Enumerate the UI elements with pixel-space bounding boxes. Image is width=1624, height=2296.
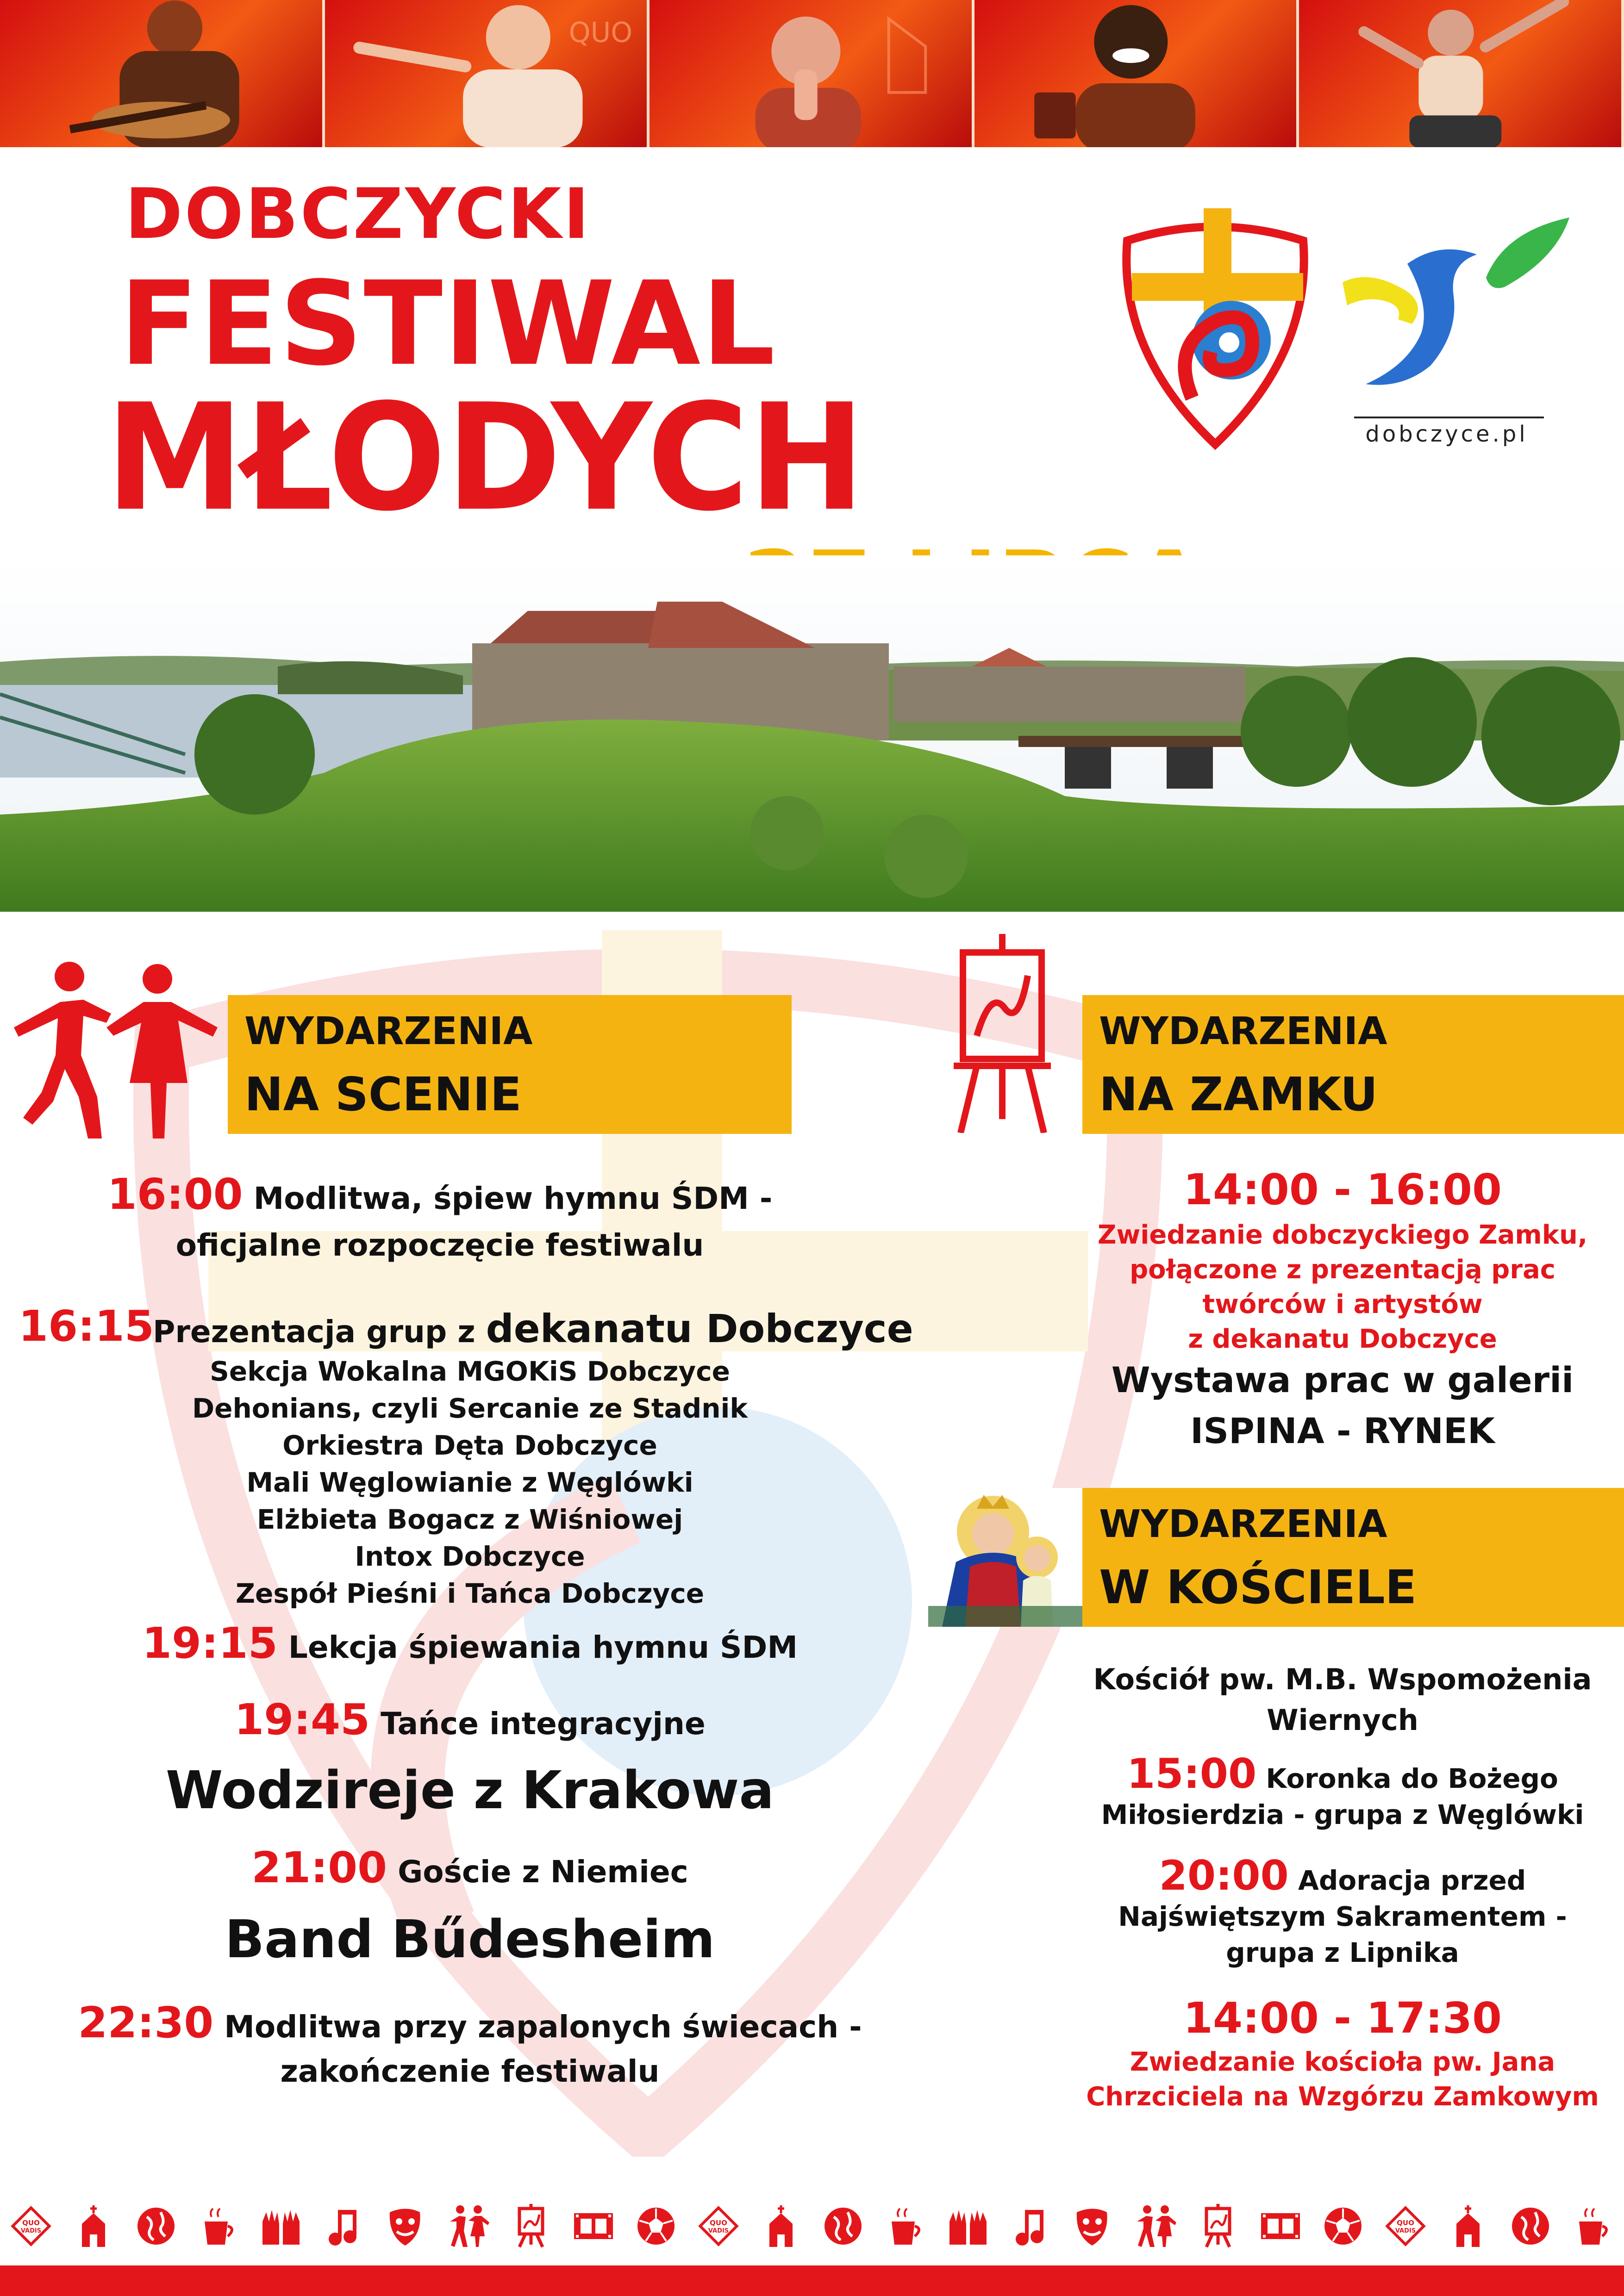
top-photo-strip: [0, 0, 1624, 147]
sdm-logo-icon: [1113, 204, 1317, 454]
group-item: Orkiestra Dęta Dobczyce: [282, 1430, 657, 1461]
svg-text:QUO: QUO: [568, 17, 632, 49]
castle-event-line: połączone z prezentacją prac: [1130, 1255, 1555, 1285]
dancers-icon: [445, 2203, 492, 2249]
event-text: Modlitwa, śpiew hymnu ŚDM -: [253, 1181, 773, 1216]
title-line-3: MŁODYCH: [106, 372, 865, 544]
event-2100: [46, 1844, 893, 1891]
event-1915: [46, 1620, 893, 1667]
castle-event-line: Zwiedzanie dobczyckiego Zamku,: [1097, 1220, 1588, 1250]
section-banner-church: [1082, 1488, 1624, 1627]
theater-masks-icon: [1070, 2203, 1116, 2249]
logo-divider: [1354, 417, 1544, 418]
banner-castle-line1: WYDARZENIA: [1099, 1009, 1387, 1053]
event-time: 22:30: [78, 1998, 214, 2047]
photo-guitarist: [0, 0, 325, 147]
football-icon: [633, 2203, 679, 2249]
event-1945: [46, 1696, 893, 1743]
group-item: Zespół Pieśni i Tańca Dobczyce: [235, 1578, 705, 1609]
globe-icon: [820, 2203, 866, 2249]
gallery-venue: ISPINA - RYNEK: [1190, 1410, 1495, 1451]
coffee-cup-icon: [195, 2203, 242, 2249]
event-1615: [153, 1307, 913, 1350]
music-note-icon: [1007, 2203, 1054, 2249]
event-highlight: dekanatu Dobczyce: [486, 1306, 913, 1351]
section-banner-castle: [1082, 995, 1624, 1134]
church-event-1500-continued: Miłosierdzia - grupa z Węglówki: [1101, 1799, 1584, 1830]
gallery-exhibition: Wystawa prac w galerii: [1111, 1359, 1574, 1400]
event-2230: [46, 1999, 893, 2046]
photo-girl-jumping: [1299, 0, 1624, 147]
group-item: Sekcja Wokalna MGOKiS Dobczyce: [210, 1356, 730, 1387]
easel-icon: [949, 934, 1056, 1133]
easel-icon: [1195, 2203, 1241, 2249]
castle-event-time: 14:00 - 16:00: [1183, 1165, 1502, 1214]
event-time: 16:00: [107, 1170, 243, 1219]
bottom-red-bar: [0, 2265, 1624, 2296]
castle-event-line: twórców i artystów: [1202, 1289, 1483, 1319]
madonna-image-icon: [928, 1488, 1082, 1627]
quo-vadis-badge-icon: [1382, 2203, 1429, 2249]
banner-church-line1: WYDARZENIA: [1099, 1502, 1387, 1546]
event-text: Koronka do Bożego: [1266, 1763, 1558, 1794]
title-line-1: DOBCZYCKI: [125, 174, 591, 255]
photo-girl-singing: [325, 0, 650, 147]
bottom-icon-row: [0, 2196, 1624, 2256]
banner-church-line2: W KOŚCIELE: [1099, 1560, 1417, 1614]
event-text: Goście z Niemiec: [398, 1854, 688, 1890]
event-text: Modlitwa przy zapalonych świecach -: [224, 2009, 862, 2045]
svg-text:VADIS: VADIS: [708, 2228, 729, 2234]
svg-text:VADIS: VADIS: [21, 2228, 42, 2234]
event-2230-continued: zakończenie festiwalu: [280, 2053, 660, 2089]
section-banner-scene: [228, 995, 792, 1134]
title-line-2: FESTIWAL: [119, 256, 776, 391]
church-tour-text-continued: Chrzciciela na Wzgórzu Zamkowym: [1086, 2082, 1599, 2112]
church-event-2000-continued: grupa z Lipnika: [1226, 1937, 1459, 1968]
easel-icon: [508, 2203, 554, 2249]
dancers-icon: [1132, 2203, 1179, 2249]
event-time: 20:00: [1159, 1852, 1289, 1899]
event-time: 19:15: [142, 1618, 278, 1668]
coffee-cup-icon: [1570, 2203, 1616, 2249]
event-1615-time: 16:15: [19, 1301, 154, 1351]
church-tour-time: 14:00 - 17:30: [1183, 1993, 1502, 2043]
performer-wodzireje: Wodzireje z Krakowa: [165, 1761, 775, 1821]
football-icon: [1320, 2203, 1366, 2249]
film-strip-icon: [570, 2203, 617, 2249]
church-icon: [70, 2203, 117, 2249]
church-name: Kościół pw. M.B. Wspomożenia: [1093, 1662, 1592, 1696]
event-time: 19:45: [234, 1695, 370, 1744]
globe-icon: [133, 2203, 179, 2249]
castle-panorama-photo: [0, 555, 1624, 912]
theater-masks-icon: [383, 2203, 429, 2249]
svg-text:QUO: QUO: [709, 2219, 727, 2227]
group-item: Intox Dobczyce: [355, 1541, 585, 1572]
banner-castle-line2: NA ZAMKU: [1099, 1067, 1378, 1121]
church-event-2000: [1083, 1854, 1602, 1898]
church-tour-text: Zwiedzanie kościoła pw. Jana: [1130, 2047, 1555, 2077]
group-item: Mali Węglowianie z Węglówki: [246, 1467, 693, 1498]
performer-band: Band Bűdesheim: [225, 1910, 715, 1970]
event-text: Lekcja śpiewania hymnu ŚDM: [288, 1630, 798, 1665]
group-item: Dehonians, czyli Sercanie ze Stadnik: [192, 1393, 748, 1424]
church-icon: [1445, 2203, 1491, 2249]
dobczyce-logo-icon: [1338, 213, 1588, 403]
quo-vadis-badge-icon: [8, 2203, 54, 2249]
event-text: Prezentacja grup z: [153, 1314, 475, 1350]
photo-man-smiling: [974, 0, 1299, 147]
event-text: Tańce integracyjne: [381, 1706, 706, 1742]
svg-text:VADIS: VADIS: [1395, 2228, 1416, 2234]
event-text: Adoracja przed: [1298, 1865, 1526, 1896]
event-time: 21:00: [251, 1843, 387, 1892]
globe-icon: [1507, 2203, 1554, 2249]
event-1600: [46, 1171, 833, 1218]
event-1600-continued: oficjalne rozpoczęcie festiwalu: [175, 1227, 704, 1263]
hands-icon: [945, 2203, 991, 2249]
coffee-cup-icon: [882, 2203, 929, 2249]
quo-vadis-badge-icon: [695, 2203, 742, 2249]
photo-girl-praying: [650, 0, 974, 147]
church-name-continued: Wiernych: [1267, 1703, 1418, 1737]
dancers-icon: [5, 958, 222, 1143]
group-item: Elżbieta Bogacz z Wiśniowej: [256, 1504, 683, 1535]
svg-text:QUO: QUO: [1396, 2219, 1414, 2227]
church-event-1500: [1083, 1752, 1602, 1797]
svg-text:QUO: QUO: [22, 2219, 40, 2227]
castle-event-line: z dekanatu Dobczyce: [1188, 1324, 1497, 1354]
banner-scene-line1: WYDARZENIA: [244, 1009, 533, 1053]
film-strip-icon: [1257, 2203, 1304, 2249]
music-note-icon: [320, 2203, 367, 2249]
church-event-2000-continued: Najświętszym Sakramentem -: [1118, 1901, 1567, 1932]
banner-scene-line2: NA SCENIE: [244, 1067, 522, 1121]
dobczyce-url: dobczyce.pl: [1365, 421, 1528, 447]
church-icon: [758, 2203, 804, 2249]
hands-icon: [258, 2203, 304, 2249]
event-time: 15:00: [1127, 1750, 1257, 1798]
